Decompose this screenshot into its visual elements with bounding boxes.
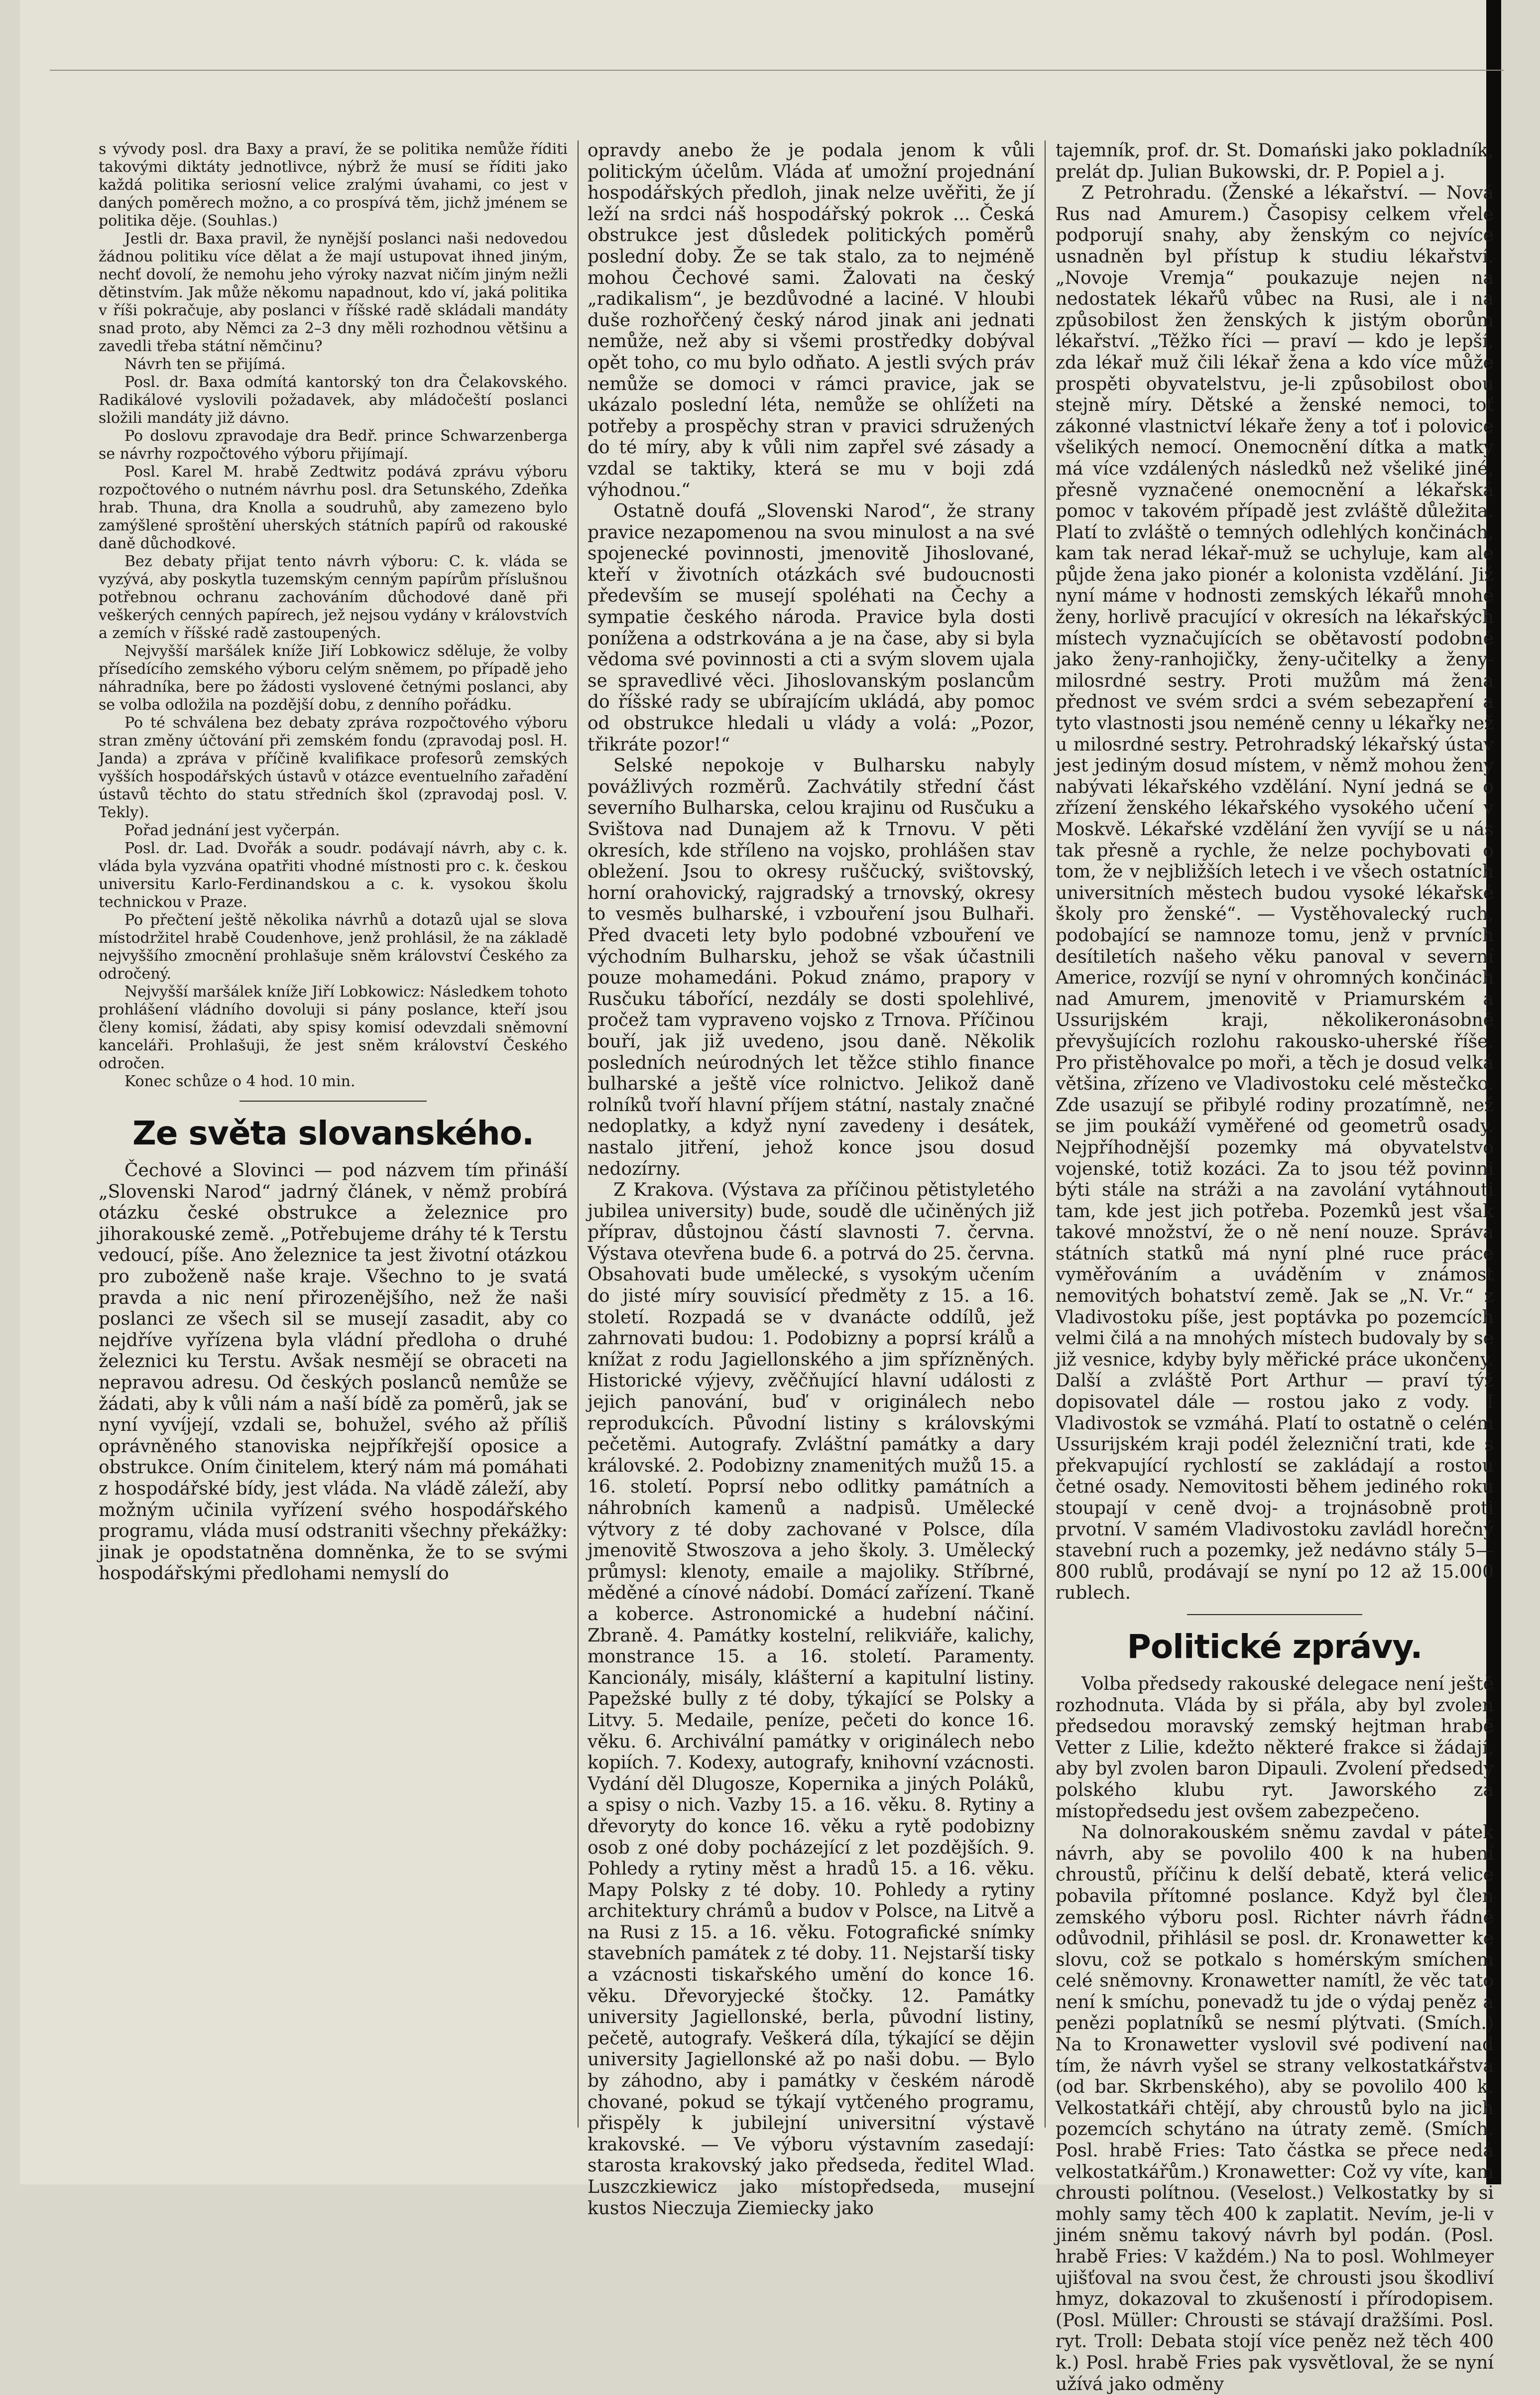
paragraph: tajemník, prof. dr. St. Domański jako pokladník, prelát dp. Julian Bukowski, dr. P. Popiel a j. <box>1056 140 1494 182</box>
column-middle <box>588 140 1035 2219</box>
paragraph: Na dolnorakouském sněmu zavdal v pátek návrh, aby se povolilo 400 k na hubení chroustů, příčinu k delší debatě, která velice pobavila přítomné poslance. Když byl člen zemského výboru posl. Richter návrh řádně odůvodnil, přihlásil se posl. dr. Kronawetter ke slovu, což se potkalo s homérským smíchem celé sněmovny. Kronawetter namítl, že věc tato není k smíchu, ponevadž tu jde o výdaj peněz a penězi poplatníků se nesmí plýtvati. (Smích.) Na to Kronawetter vyslovil své podivení nad tím, že návrh vyšel se strany velkostatkářstva (od bar. Skrbenského), aby se povolilo 400 k. Velkostatkáři chtějí, aby chroustů bylo na jich pozemcích schytáno na útraty země. (Smích. Posl. hrabě Fries: Tato částka se přece nedá velkostatkářům.) Kronawetter: Což vy víte, kam chrousti polítnou. (Veselost.) Velkostatky by si mohly samy těch 400 k zaplatit. Nevím, je-li v jiném sněmu takový návrh byl podán. (Posl. hrabě Fries: V každém.) Na to posl. Wohlmeyer ujišťoval na svou čest, že chrousti jsou škodliví hmyz, dokazoval to zkušeností i přírodopisem. (Posl. Müller: Chrousti se stávají dražšími. Posl. ryt. Troll: Debata stojí více peněz než těch 400 k.) Posl. hrabě Fries pak vysvětloval, že se nyní užívá jako odměny <box>1056 1822 1494 2395</box>
paragraph: Selské nepokoje v Bulharsku nabyly povážlivých rozměrů. Zachvátily střední část severního Bulharska, celou krajinu od Rusčuku a Svištova nad Dunajem až k Trnovu. V pěti okresích, kde stříleno na vojsko, prohlášen stav obležení. Jsou to okresy ruščucký, svištovský, horní orahovický, rajgradský a trnovský, okresy to vesměs bulharské, i vzbouření jsou Bulhaři. Před dvaceti lety bylo podobné vzbouření ve východním Bulharsku, jehož se však účastnili pouze mohamedáni. Pokud známo, prapory v Rusčuku tábořící, nezdály se dosti spolehlivé, pročež tam vypraveno vojsko z Trnova. Příčinou bouří, jak již uvedeno, jsou daně. Několik posledních neúrodných let těžce stihlo finance bulharské a ještě více rolnictvo. Jelikož daně rolníků tvoří hlavní příjem státní, nastaly značné nedoplatky, a když nyní zavedeny i desátek, nastalo jitření, jehož konce jsou dosud nedozírny. <box>588 756 1035 1179</box>
section-heading-slavic-world: Ze světa slovanského. <box>132 1114 534 1152</box>
parliament-report-text <box>99 140 568 1091</box>
political-news-text <box>1056 1674 1494 2395</box>
column-left <box>99 140 568 2128</box>
paragraph: Posl. dr. Baxa odmítá kantorský ton dra Čelakovského. Radikálové vyslovili požadavek, aby mládočeští poslanci složili mandáty již dávno. <box>99 374 568 427</box>
paragraph: Bez debaty přijat tento návrh výboru: C. k. vláda se vyzývá, aby poskytla tuzemským cenným papírům příslušnou potřebnou ochranu zachováním důchodové daně při veškerých cenných papírech, jež nejsou vydány v královstvích a zemích v říšské radě zastoupených. <box>99 553 568 642</box>
paragraph: Volba předsedy rakouské delegace není ještě rozhodnuta. Vláda by si přála, aby byl zvolen předsedou moravský zemský hejtman hrabě Vetter z Lilie, kdežto některé frakce si žádají, aby byl zvolen baron Dipauli. Zvolení předsedy polského klubu ryt. Jaworského za místopředsedu jest ovšem zabezpečeno. <box>1056 1673 1494 1822</box>
paragraph: Pořad jednání jest vyčerpán. <box>124 822 340 839</box>
paragraph: Čechové a Slovinci — pod názvem tím přináší „Slovenski Narod“ jadrný článek, v němž probírá otázku české obstrukce a železnice pro jihorakouské země. „Potřebujeme dráhy té k Terstu vedoucí, píše. Ano železnice ta jest životní otázkou pro zuboženě naše kraje. Všechno to je svatá pravda a nic není přirozenějšího, než že naši poslanci ze všech sil se musejí zasadit, aby co nejdříve vyřízena byla vládní předloha o druhé železnici ku Terstu. Avšak nesmějí se obraceti na nepravou adresu. Od českých poslanců nemůže se žádati, aby k vůli nám a naší bídě za poměrů, jak se nyní vyvíjejí, vzdali se, bohužel, svého až příliš oprávněného stanoviska nejpříkřejší oposice a obstrukce. Oním činitelem, který nám má pomáhati z hospodářské bídy, jest vláda. Na vládě záleží, aby možným učinila vyřízení svého hospodářského programu, vláda musí odstraniti všechny překážky: jinak je opodstatněna domněnka, že to se svými hospodářskými předlohami nemyslí do <box>99 1160 568 1584</box>
petrohrad-report-text <box>1056 140 1494 1604</box>
paragraph: Po doslovu zpravodaje dra Bedř. prince Schwarzenberga se návrhy rozpočtového výboru přijímají. <box>99 427 568 463</box>
paragraph: Nejvyšší maršálek kníže Jiří Lobkowicz sděluje, že volby přísedícího zemského výboru celým sněmem, po případě jeho náhradníka, bere po žádosti vyslovené četnými poslanci, aby se volba odložila na pozdější dobu, z denního pořádku. <box>99 642 568 714</box>
paragraph: Po přečtení ještě několika návrhů a dotazů ujal se slova místodržitel hrabě Coudenhove, jenž prohlásil, že na základě nejvyššího zmocnění prohlašuje sněm království Českého za odročený. <box>99 911 568 983</box>
paragraph: Posl. Karel M. hrabě Zedtwitz podává zprávu výboru rozpočtového o nutném návrhu posl. dra Setunského, Zdeňka hrab. Thuna, dra Knolla a soudruhů, aby zamezeno bylo zamýšlené sproštění uherských státních papírů od rakouské daně důchodkové. <box>99 463 568 552</box>
paragraph: Posl. dr. Lad. Dvořák a soudr. podávají návrh, aby c. k. vláda byla vyzvána opatřiti vhodné místnosti pro c. k. českou universitu Karlo-Ferdinandskou a c. k. vysokou školu technickou v Praze. <box>99 840 568 911</box>
paragraph: Jestli dr. Baxa pravil, že nynější poslanci naši nedovedou žádnou politiku více dělat a že mají ustupovat ihned jiným, nechť dovolí, že nemohu jeho výroky nazvat ničím jiným nežli dětinstvím. Jak může někomu napadnout, kdo ví, jaká politika v říši pokračuje, aby poslanci v říšské radě skládali mandáty snad proto, aby Němci za 2–3 dny měli rozhodnou většinu a zavedli třeba státní němčinu? <box>99 230 568 355</box>
paragraph: opravdy anebo že je podala jenom k vůli politickým účelům. Vláda ať umožní projednání hospodářských předloh, jinak nelze uvěřiti, že jí leží na srdci náš hospodářský pokrok ... Česká obstrukce jest důsledek politických poměrů poslední doby. Že se tak stalo, za to nejméně mohou Čechové sami. Žalovati na český „radikalism“, je bezdůvodné a laciné. V hloubi duše rozhořčený český národ jinak ani jednati nemůže, než aby si všemi prostředky dobýval opět toho, co mu bylo odňato. A jestli svých práv nemůže se domoci v rámci pravice, jak se ukázalo poslední léta, nemůže se ohlížeti na potřeby a prospěchy stran v pravici sdružených do té míry, aby k vůli nim zapřel své zásady a vzdal se taktiky, která se mu v boji zdá výhodnou.“ <box>588 140 1035 501</box>
paragraph: s vývody posl. dra Baxy a praví, že se politika nemůže říditi takovými diktáty jednotlivce, nýbrž že musí se říditi jako každá politika seriosní velice zralými úvahami, co jest v daných poměrech možno, a co prospívá těm, jichž jménem se politika děje. (Souhlas.) <box>99 140 568 230</box>
section-rule <box>239 1101 427 1102</box>
paragraph: Z Krakova. (Výstava za příčinou pětistyletého jubilea university) bude, soudě dle učiněných již příprav, důstojnou částí slavnosti 7. června. Výstava otevřena bude 6. a potrvá do 25. června. Obsahovati bude umělecké, s vysokým učením do jisté míry souvisící předměty z 15. a 16. století. Rozpadá se v dvanácte oddílů, jež zahrnovati budou: 1. Podobizny a poprsí králů a knížat z rodu Jagiellonského a jim spřízněných. Historické výjevy, zvěčňující hlavní události z jejich panování, buď v originálech nebo reprodukcích. Původní listiny s královskými pečetěmi. Autografy. Zvláštní památky a dary královské. 2. Podobizny znamenitých mužů 15. a 16. století. Poprsí nebo odlitky památních a náhrobních kamenů a nadpisů. Umělecké výtvory z té doby zachované v Polsce, díla jmenovitě Stwoszova a jeho školy. 3. Umělecký průmysl: klenoty, emaile a majoliky. Stříbrné, měděné a cínové nádobí. Domácí zařízení. Tkaně a koberce. Astronomické a hudební náčiní. Zbraně. 4. Památky kostelní, relikviáře, kalichy, monstrance 15. a 16. století. Paramenty. Kancionály, misály, klášterní a kapitulní listiny. Papežské bully z té doby, týkající se Polsky a Litvy. 5. Medaile, peníze, pečeti do konce 16. věku. 6. Archivální památky v originálech nebo kopiích. 7. Kodexy, autografy, knihovní vzácnosti. Vydání děl Dlugosze, Kopernika a jiných Poláků, a spisy o nich. Vazby 15. a 16. věku. 8. Rytiny a dřevoryty do konce 16. věku a rytě podobizny osob z oné doby pocházející z let pozdějších. 9. Pohledy a rytiny měst a hradů 15. a 16. věku. Mapy Polsky z té doby. 10. Pohledy a rytiny architektury chrámů a budov v Polsce, na Litvě a na Rusi z 15. a 16. věku. Fotografické snímky stavebních památek z té doby. 11. Nejstarší tisky a vzácnosti tiskařského umění do konce 16. věku. Dřevoryjecké štočky. 12. Památky university Jagiellonské, berla, původní listiny, pečetě, autografy. Veškerá díla, týkající se dějin university Jagiellonské až po naši dobu. — Bylo by záhodno, aby i památky v českém národě chované, pokud se týkají vytčeného programu, přispěly k jubilejní universitní výstavě krakovské. — Ve výboru výstavním zasedají: starosta krakovský jako předseda, ředitel Wlad. Luszczkiewicz jako místopředseda, musejní kustos Nieczuja Ziemiecky jako <box>588 1180 1035 2219</box>
column-divider-1 <box>578 140 579 2128</box>
paragraph: Po té schválena bez debaty zpráva rozpočtového výboru stran změny účtování při zemském fondu (zpravodaj posl. H. Janda) a zpráva v příčině kvalifikace profesorů zemských vyšších hospodářských ústavů v otázce eventuelního zařadění ústavů těchto do statu středních škol (zpravodaj posl. V. Tekly). <box>99 714 568 821</box>
top-rule <box>50 70 1504 71</box>
column-right <box>1056 140 1494 2395</box>
paragraph: Návrh ten se přijímá. <box>124 356 286 373</box>
section-rule <box>1187 1614 1362 1615</box>
paragraph: Z Petrohradu. (Ženské a lékařství. — Nová Rus nad Amurem.) Časopisy celkem vřele podporují snahy, aby ženským co nejvíce usnadněn byl přístup k studiu lékařství. „Novoje Vremja“ poukazuje nejen na nedostatek lékařů vůbec na Rusi, ale i na způsobilost žen ženských k jistým oborům lékařství. „Těžko říci — praví — kdo je lepší, zda lékař muž čili lékař žena a kdo více může prospěti obyvatelstvu, je-li způsobilost obou stejně míry. Dětské a ženské nemoci, toť zákonné vlastnictví lékaře ženy a toť i polovice všelikých nemocí. Onemocnění dítka a matky má více vzdálených následků než všeliké jiné, přesně vyznačené onemocnění a lékařská pomoc v takovém případě jest zvláště důležita. Platí to zvláště o temných odlehlých končinách, kam tak nerad lékař-muž se uchyluje, kam ale půjde žena jako pionér a kolonista vzdělání. Již nyní máme v hodnosti zemských lékařů mnohé ženy, horlivě pracující v okresích na lékařských místech vyznačujících se obětavostí podobně jako ženy-ranhojičky, ženy-učitelky a ženy-milosrdné sestry. Proti mužům má žena přednost ve svém srdci a svém sebezapření a tyto vlastnosti jsou neméně cenny u lékařky než u milosrdné sestry. Petrohradský lékařský ústav jest jediným dosud místem, v němž mohou ženy nabývati lékařského vzdělání. Nyní jedná se o zřízení ženského lékařského vysokého učení v Moskvě. Lékařské vzdělání žen vyvíjí se u nás tak přesně a rychle, že nelze pochybovati o tom, že v nejbližších letech i ve všech ostatních universitních městech budou vysoké lékařské školy pro ženské“. — Vystěhovalecký ruch, podobající se namnoze tomu, jenž v prvních desítiletích našeho věku panoval v severní Americe, rozvíjí se nyní v ohromných končinách nad Amurem, jmenovitě v Priamurském a Ussurijském kraji, několikeronásobně převyšujících rozlohu rakousko-uherské říše. Pro přistěhovalce po moři, a těch je dosud velká většina, zřízeno ve Vladivostoku celé městečko. Zde usazují se přibylé rodiny prozatímně, než se jim poukáží vyměřené od geometrů osady. Nejpříhodnější pozemky má obyvatelstvo vojenské, totiž kozáci. Za to jsou též povinni býti stále na stráži a na zavolání vytáhnouti tam, kde jest jich potřeba. Pozemků jest však takové množství, že o ně není nouze. Správa státních statků má nyní plné ruce práce vyměřováním a uváděním v známost nemovitých bohatství země. Jak se „N. Vr.“ z Vladivostoku píše, jest poptávka po pozemcích velmi čilá a na mnohých místech budovaly by se již vesnice, kdyby byly měřické práce ukončeny. Další a zvláště Port Arthur — praví týž dopisovatel dále — rostou jako z vody. I Vladivostok se vzmáhá. Platí to ostatně o celém Ussurijském kraji podél železniční trati, kde s překvapující rychlostí se zakládají a rostou četné osady. Nemovitosti během jediného roku stoupají v ceně dvoj- a trojnásobně proti prvotní. V samém Vladivostoku zavládl horečný stavební ruch a pozemky, jež nedávno stály 5—800 rublů, prodávají se nyní po 12 až 15.000 rublech. <box>1056 183 1494 1604</box>
section-heading-political-news: Politické zprávy. <box>1127 1627 1422 1666</box>
slavic-world-text <box>99 1160 568 1585</box>
paragraph: Nejvyšší maršálek kníže Jiří Lobkowicz: Následkem tohoto prohlášení vládního dovoluji si pány poslance, kteří jsou členy komisí, žádati, aby spisy komisí odevzdali sněmovní kanceláři. Prohlašuji, že jest sněm království Českého odročen. <box>99 983 568 1072</box>
paragraph: Ostatně doufá „Slovenski Narod“, že strany pravice nezapomenou na svou minulost a na své spojenecké povinnosti, jmenovitě Jihoslované, kteří v životních otázkách své budoucnosti především se musejí spoléhati na Čechy a sympatie českého národa. Pravice byla dosti ponížena a odstrkována a je na čase, aby si byla vědoma své povinnosti a cti a svým slovem ujala se spravedlivé věci. Jihoslovanským poslancům do říšské rady se ubírajícím ukládá, aby pomoc od obstrukce hledali u vlády a volá: „Pozor, třikráte pozor!“ <box>588 501 1035 755</box>
column-divider-2 <box>1045 140 1046 2128</box>
paragraph: Konec schůze o 4 hod. 10 min. <box>124 1073 355 1090</box>
